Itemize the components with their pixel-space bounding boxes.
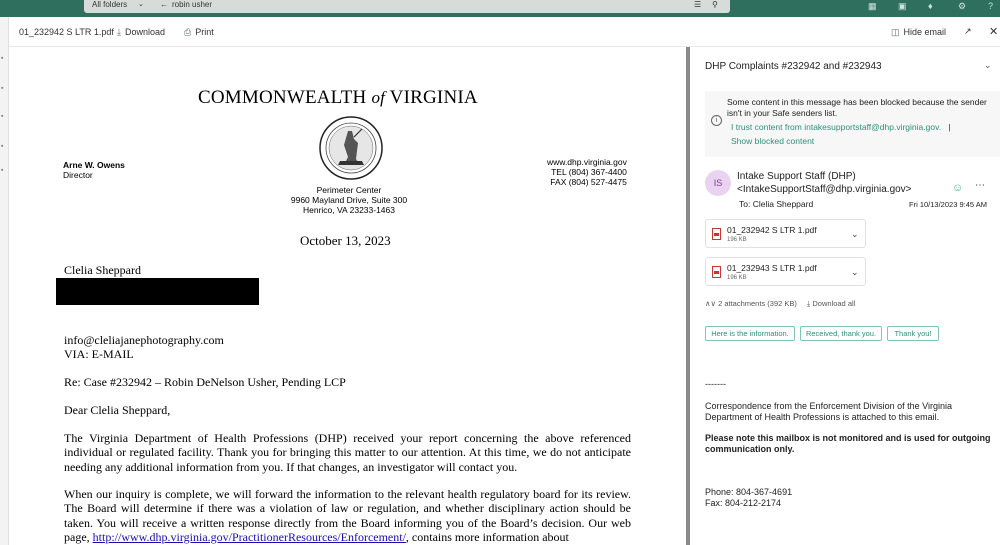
chevron-down-icon[interactable]: ⌄ bbox=[984, 60, 992, 70]
app-top-bar bbox=[0, 0, 1000, 17]
trust-sender-link[interactable] bbox=[731, 122, 951, 132]
attachment-card[interactable] bbox=[705, 219, 866, 248]
paragraph-2-end: , contains more information about bbox=[405, 529, 569, 544]
paragraph-2-text: When our inquiry is complete, we will forward the information to the relevant health regulatory board for its review. The Board will determine if there was a violation of law or regulation, and whether disciplinary action should be taken. You will receive a written response directly from the Board informing you of the Board’s decision. Our web page, bbox=[64, 487, 631, 544]
word-icon[interactable]: ▣ bbox=[898, 1, 907, 11]
attachment-name: 01_232942 S LTR 1.pdf bbox=[727, 225, 817, 235]
search-scope[interactable]: All folders bbox=[92, 0, 128, 9]
salutation: Dear Clelia Sheppard, bbox=[64, 403, 171, 417]
email-subject: DHP Complaints #232942 and #232943 bbox=[705, 61, 882, 72]
body-paragraph-2 bbox=[705, 433, 995, 454]
pdf-file-icon bbox=[712, 228, 721, 240]
close-icon[interactable]: ✕ bbox=[989, 26, 999, 38]
body-paragraph-1: Correspondence from the Enforcement Division of the Virginia Department of Health Professions is attached to this email. bbox=[705, 401, 952, 422]
body-fax: Fax: 804-212-2174 bbox=[705, 498, 782, 508]
director-name: Arne W. Owens bbox=[63, 160, 125, 170]
address-line-2: 9960 Mayland Drive, Suite 300 bbox=[290, 195, 408, 205]
case-reference: Re: Case #232942 – Robin DeNelson Usher, Pending LCP bbox=[64, 375, 346, 389]
attachments-count: 2 attachments (392 KB) bbox=[718, 299, 797, 308]
fax: FAX (804) 527-4475 bbox=[550, 177, 627, 187]
attachment-card[interactable] bbox=[705, 257, 866, 286]
chevron-down-icon[interactable]: ⌄ bbox=[138, 1, 144, 8]
quick-reply-button[interactable]: Received, thank you. bbox=[800, 326, 882, 341]
paragraph-2 bbox=[64, 487, 631, 544]
blocked-content-banner bbox=[705, 91, 1000, 157]
title-of: of bbox=[371, 88, 386, 107]
pane-splitter[interactable] bbox=[686, 47, 690, 545]
download-all-button[interactable]: ⤓ Download all bbox=[806, 299, 856, 308]
title-right: VIRGINIA bbox=[389, 87, 478, 108]
address-line-1: Perimeter Center bbox=[316, 185, 382, 195]
gear-icon[interactable]: ⚙ bbox=[958, 1, 967, 11]
download-label: Download bbox=[124, 27, 166, 37]
telephone: TEL (804) 367-4400 bbox=[551, 167, 627, 177]
paragraph-1: The Virginia Department of Health Professions (DHP) received your report concerning the above referenced individual or regulated facility. Thank you for bringing this matter to our attention. At this time, we do not anticipate needing any additional information from you. If that changes, an investigator will contact you. bbox=[64, 431, 631, 474]
sender-name: Intake Support Staff (DHP) bbox=[737, 171, 856, 182]
letter-page bbox=[9, 47, 686, 545]
download-icon: ⤓ bbox=[117, 27, 121, 37]
recipient-line: To: Clelia Sheppard bbox=[739, 199, 814, 209]
virginia-seal-icon bbox=[318, 115, 384, 181]
teams-icon[interactable]: ▦ bbox=[868, 1, 877, 11]
attachment-size: 196 KB bbox=[727, 237, 747, 243]
title-left: COMMONWEALTH bbox=[198, 87, 367, 108]
collapse-icon[interactable]: ∧∨ bbox=[705, 299, 716, 308]
email-reading-pane bbox=[697, 47, 1000, 545]
body-separator: ------- bbox=[705, 379, 726, 389]
pdf-file-icon bbox=[712, 266, 721, 278]
pop-out-icon[interactable]: ↗ bbox=[964, 26, 972, 36]
website: www.dhp.virginia.gov bbox=[547, 157, 627, 167]
blocked-content-text: Some content in this message has been blocked because the sender isn't in your Safe senders list. bbox=[727, 97, 987, 118]
show-blocked-content-link[interactable]: Show blocked content bbox=[731, 136, 815, 146]
redaction-block bbox=[56, 278, 259, 305]
body-notice: Please note this mailbox is not monitored and is used for outgoing communication only. bbox=[705, 433, 991, 454]
recipient-email: info@cleliajanephotography.com bbox=[64, 333, 224, 347]
letterhead-title bbox=[198, 87, 478, 109]
chevron-down-icon[interactable]: ⌄ bbox=[851, 267, 859, 277]
download-all-label: Download all bbox=[812, 299, 856, 308]
enforcement-link[interactable]: http://www.dhp.virginia.gov/PractitionerResources/Enforcement/ bbox=[92, 529, 406, 544]
print-label: Print bbox=[195, 27, 214, 37]
recipient-name: Clelia Sheppard bbox=[64, 263, 141, 277]
filter-icon[interactable]: ☰ bbox=[694, 0, 702, 9]
letter-date: October 13, 2023 bbox=[300, 233, 391, 248]
attachments-summary bbox=[705, 299, 855, 309]
reaction-icon[interactable]: ☺ bbox=[952, 182, 964, 194]
chevron-down-icon[interactable]: ⌄ bbox=[851, 229, 859, 239]
hide-panel-icon: ◫ bbox=[891, 27, 900, 37]
director-title: Director bbox=[63, 170, 93, 180]
rail-icon[interactable]: ▪ bbox=[1, 85, 4, 92]
rail-icon[interactable]: ▪ bbox=[1, 143, 4, 150]
address-line-3: Henrico, VA 23233-1463 bbox=[303, 205, 395, 215]
address-block bbox=[259, 185, 439, 215]
search-input[interactable]: robin usher bbox=[172, 0, 213, 9]
attachment-filename: 01_232942 S LTR 1.pdf bbox=[19, 27, 114, 37]
sender-address: <IntakeSupportStaff@dhp.virginia.gov> bbox=[737, 184, 912, 195]
printer-icon: ⎙ bbox=[184, 27, 192, 37]
attachment-size: 196 KB bbox=[727, 275, 747, 281]
director-block bbox=[63, 160, 125, 180]
quick-reply-button[interactable]: Here is the information. bbox=[705, 326, 795, 341]
back-arrow-icon[interactable]: ← bbox=[160, 0, 168, 9]
body-phone: Phone: 804-367-4691 bbox=[705, 487, 793, 497]
trust-sender-text[interactable]: I trust content from intakesupportstaff@dhp.virginia.gov. bbox=[731, 122, 942, 132]
quick-reply-button[interactable]: Thank you! bbox=[887, 326, 939, 341]
left-rail bbox=[0, 17, 9, 545]
pdf-viewer[interactable] bbox=[9, 47, 686, 545]
search-icon[interactable]: ⚲ bbox=[712, 0, 718, 9]
info-icon: i bbox=[711, 115, 722, 126]
help-icon[interactable]: ? bbox=[988, 1, 994, 11]
delivery-method: VIA: E-MAIL bbox=[64, 347, 134, 361]
attachment-viewer-toolbar bbox=[9, 17, 1000, 47]
avatar[interactable]: IS bbox=[705, 170, 731, 196]
rail-icon[interactable]: ▪ bbox=[1, 113, 4, 120]
hide-email-label: Hide email bbox=[903, 27, 947, 37]
sender-info[interactable] bbox=[737, 170, 912, 196]
link-separator: | bbox=[948, 122, 951, 132]
rail-icon[interactable]: ▪ bbox=[1, 167, 4, 174]
sent-datetime: Fri 10/13/2023 9:45 AM bbox=[909, 200, 987, 209]
bell-icon[interactable]: ♦ bbox=[928, 1, 933, 11]
print-button[interactable] bbox=[184, 27, 214, 38]
hide-email-button[interactable] bbox=[891, 27, 946, 38]
download-button[interactable] bbox=[117, 27, 165, 38]
rail-icon[interactable]: ▪ bbox=[1, 55, 4, 62]
attachment-name: 01_232943 S LTR 1.pdf bbox=[727, 263, 817, 273]
search-box[interactable] bbox=[84, 0, 730, 13]
contact-block bbox=[547, 157, 627, 187]
more-options-icon[interactable]: ⋯ bbox=[975, 180, 985, 191]
